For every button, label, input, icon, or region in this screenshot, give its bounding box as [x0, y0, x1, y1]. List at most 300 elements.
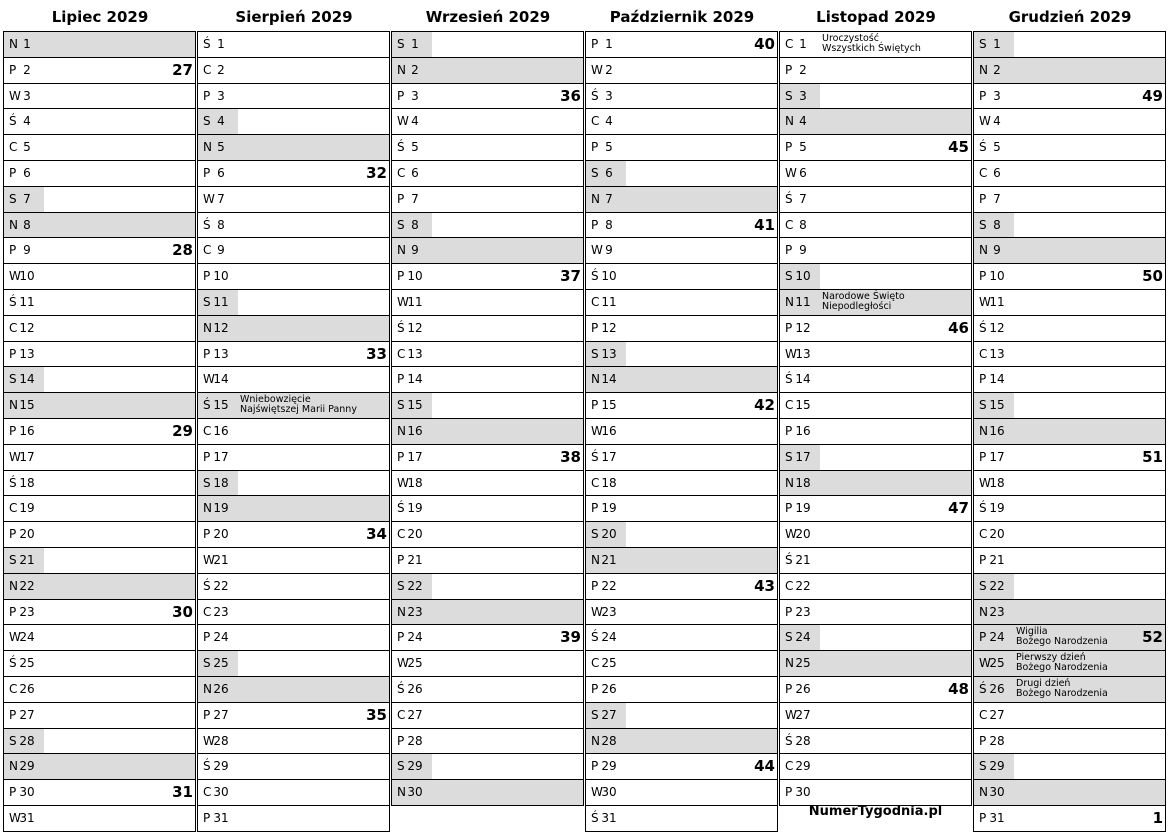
month-column [197, 4, 391, 824]
day-of-week: Ś [591, 88, 599, 103]
day-of-week: Ś [785, 733, 793, 748]
day-of-week: P [785, 785, 793, 800]
day-row [197, 805, 390, 832]
day-number: 28 [601, 733, 617, 748]
day-of-week: S [203, 656, 211, 671]
day-of-week: Ś [979, 320, 987, 335]
day-number: 10 [19, 269, 35, 284]
day-of-week: N [203, 682, 212, 696]
day-number: 13 [407, 346, 423, 361]
day-row [3, 779, 196, 805]
week-number: 46 [948, 318, 969, 337]
day-row [3, 341, 196, 367]
week-number: 31 [172, 783, 193, 802]
day-of-week: P [203, 811, 211, 825]
day-of-week: N [591, 191, 600, 206]
day-number: 9 [605, 243, 613, 258]
day-row [197, 753, 390, 779]
day-of-week: C [591, 114, 600, 129]
day-of-week: S [591, 527, 599, 542]
week-number: 32 [366, 164, 387, 182]
day-row [779, 599, 972, 625]
day-number: 30 [213, 785, 229, 800]
day-row [3, 366, 196, 392]
day-of-week: P [397, 269, 405, 284]
day-number: 11 [407, 295, 423, 309]
day-of-week: N [397, 785, 406, 800]
day-number: 19 [795, 501, 811, 516]
day-of-week: N [785, 114, 794, 129]
day-row [391, 418, 584, 444]
day-of-week: P [785, 501, 793, 516]
day-of-week: P [591, 140, 599, 155]
day-of-week: P [9, 243, 17, 258]
day-row [3, 624, 196, 650]
day-of-week: P [397, 88, 405, 103]
day-row [197, 495, 390, 521]
day-of-week: Ś [785, 372, 793, 387]
day-of-week: P [203, 346, 211, 361]
month-column [779, 4, 973, 824]
day-row [391, 57, 584, 83]
day-number: 1 [411, 37, 419, 51]
month-column [3, 4, 197, 824]
day-row [779, 444, 972, 470]
day-row [391, 237, 584, 263]
day-number: 24 [213, 630, 229, 645]
day-row [3, 418, 196, 444]
day-number: 3 [605, 88, 613, 103]
day-row [391, 31, 584, 57]
day-row [197, 366, 390, 392]
day-of-week: P [203, 527, 211, 542]
day-row [973, 341, 1166, 367]
day-of-week: S [9, 553, 17, 567]
day-number: 10 [795, 269, 811, 284]
day-number: 26 [19, 682, 35, 696]
day-number: 14 [989, 372, 1005, 387]
day-number: 15 [601, 398, 617, 413]
day-of-week: W [785, 707, 797, 722]
day-of-week: C [397, 346, 406, 361]
day-number: 11 [989, 295, 1005, 309]
day-of-week: N [397, 424, 406, 438]
day-number: 24 [601, 630, 617, 645]
day-row [391, 444, 584, 470]
day-number: 14 [795, 372, 811, 387]
day-row [197, 779, 390, 805]
day-of-week: W [591, 243, 603, 258]
day-of-week: W [9, 269, 21, 284]
day-of-week: P [979, 191, 987, 206]
day-row [973, 728, 1166, 754]
day-number: 2 [411, 62, 419, 77]
day-of-week: Ś [979, 140, 987, 155]
day-number: 13 [989, 346, 1005, 361]
day-number: 8 [411, 217, 419, 232]
day-of-week: P [203, 707, 211, 722]
day-number: 8 [993, 217, 1001, 232]
day-of-week: Ś [203, 759, 211, 774]
day-number: 16 [989, 424, 1005, 438]
day-of-week: S [785, 449, 793, 464]
month-title: Wrzesień 2029 [425, 8, 551, 26]
day-number: 29 [213, 759, 229, 774]
day-of-week: P [979, 630, 987, 645]
day-of-week: W [785, 346, 797, 361]
day-of-week: N [203, 140, 212, 155]
day-row [3, 702, 196, 728]
day-row [585, 470, 778, 496]
day-number: 25 [213, 656, 229, 671]
day-row [973, 650, 1166, 676]
day-row [973, 676, 1166, 702]
day-number: 4 [23, 114, 31, 129]
day-number: 17 [213, 449, 229, 464]
day-of-week: S [203, 114, 211, 129]
day-row [973, 521, 1166, 547]
day-number: 27 [601, 707, 617, 722]
day-row [779, 495, 972, 521]
day-row [585, 186, 778, 212]
day-of-week: Ś [397, 140, 405, 155]
day-row [585, 521, 778, 547]
holiday-label: Drugi dzień Bożego Narodzenia [1016, 678, 1108, 699]
day-of-week: S [9, 372, 17, 387]
day-of-week: S [9, 191, 17, 206]
day-number: 25 [19, 656, 35, 671]
day-row [197, 83, 390, 109]
day-of-week: S [397, 578, 405, 593]
day-row [779, 31, 972, 57]
month-column [585, 4, 779, 824]
day-row [585, 728, 778, 754]
day-number: 12 [795, 320, 811, 335]
day-row [3, 573, 196, 599]
day-row [197, 573, 390, 599]
week-number: 43 [754, 576, 775, 595]
day-row [3, 289, 196, 315]
week-number: 1 [1152, 809, 1163, 827]
day-number: 2 [217, 62, 225, 77]
day-number: 29 [407, 759, 423, 774]
day-of-week: C [979, 527, 988, 542]
day-number: 28 [989, 733, 1005, 748]
day-row [973, 212, 1166, 238]
day-row [973, 624, 1166, 650]
day-number: 5 [23, 140, 31, 155]
day-row [973, 418, 1166, 444]
day-number: 28 [407, 733, 423, 748]
day-row [391, 186, 584, 212]
day-number: 10 [601, 269, 617, 284]
holiday-label: Narodowe Święto Niepodległości [822, 291, 905, 312]
day-row [973, 134, 1166, 160]
day-of-week: C [397, 166, 406, 180]
day-of-week: Ś [591, 811, 599, 825]
day-of-week: P [785, 243, 793, 258]
day-of-week: C [979, 707, 988, 722]
day-number: 2 [993, 62, 1001, 77]
day-row [391, 108, 584, 134]
day-number: 2 [605, 62, 613, 77]
day-row [3, 599, 196, 625]
day-of-week: C [203, 785, 212, 800]
day-of-week: Ś [979, 501, 987, 516]
day-of-week: W [979, 475, 991, 490]
day-number: 17 [601, 449, 617, 464]
day-of-week: Ś [591, 630, 599, 645]
day-number: 28 [19, 733, 35, 748]
day-row [779, 418, 972, 444]
month-title: Październik 2029 [609, 8, 755, 26]
week-number: 50 [1142, 267, 1163, 286]
day-number: 27 [213, 707, 229, 722]
day-number: 29 [795, 759, 811, 774]
day-of-week: N [397, 62, 406, 77]
day-number: 21 [601, 553, 617, 567]
day-of-week: W [979, 656, 991, 671]
day-of-week: N [9, 759, 18, 774]
day-of-week: W [591, 785, 603, 800]
day-row [779, 573, 972, 599]
day-number: 14 [601, 372, 617, 387]
day-row [391, 728, 584, 754]
day-of-week: S [591, 707, 599, 722]
day-row [391, 521, 584, 547]
day-of-week: C [9, 501, 18, 516]
day-of-week: S [979, 578, 987, 593]
day-number: 18 [795, 475, 811, 490]
day-number: 8 [605, 217, 613, 232]
day-row [3, 676, 196, 702]
day-number: 2 [799, 62, 807, 77]
day-of-week: P [785, 604, 793, 619]
day-of-week: P [979, 269, 987, 284]
day-of-week: Ś [203, 217, 211, 232]
day-row [3, 470, 196, 496]
day-row [779, 728, 972, 754]
day-of-week: W [979, 114, 991, 129]
day-row [585, 134, 778, 160]
day-number: 31 [601, 811, 617, 825]
day-number: 12 [19, 320, 35, 335]
day-of-week: W [591, 604, 603, 619]
day-of-week: W [785, 527, 797, 542]
month-title: Grudzień 2029 [1008, 8, 1132, 26]
day-row [197, 237, 390, 263]
day-row [585, 108, 778, 134]
day-of-week: W [397, 295, 409, 309]
day-row [585, 289, 778, 315]
day-number: 18 [601, 475, 617, 490]
day-number: 26 [213, 682, 229, 696]
day-of-week: C [9, 320, 18, 335]
day-of-week: C [979, 346, 988, 361]
day-of-week: P [591, 682, 599, 696]
day-row [3, 805, 196, 832]
day-number: 22 [407, 578, 423, 593]
day-of-week: N [397, 243, 406, 258]
day-of-week: C [203, 62, 212, 77]
day-of-week: N [9, 37, 18, 51]
day-number: 5 [799, 140, 807, 155]
day-row [197, 31, 390, 57]
day-row [585, 805, 778, 832]
day-row [779, 366, 972, 392]
day-number: 5 [993, 140, 1001, 155]
day-row [585, 212, 778, 238]
day-row [973, 470, 1166, 496]
day-row [3, 263, 196, 289]
day-number: 9 [799, 243, 807, 258]
day-row [585, 315, 778, 341]
day-of-week: P [979, 553, 987, 567]
week-number: 29 [172, 422, 193, 440]
day-row [197, 315, 390, 341]
day-row [197, 108, 390, 134]
day-number: 20 [989, 527, 1005, 542]
day-row [391, 366, 584, 392]
day-number: 22 [19, 578, 35, 593]
day-row [779, 753, 972, 779]
day-number: 6 [799, 166, 807, 180]
day-number: 15 [795, 398, 811, 413]
day-row [973, 392, 1166, 418]
day-row [3, 134, 196, 160]
day-row [585, 702, 778, 728]
day-number: 8 [217, 217, 225, 232]
day-of-week: W [9, 88, 21, 103]
day-number: 25 [795, 656, 811, 671]
day-number: 31 [19, 811, 35, 825]
day-number: 9 [993, 243, 1001, 258]
day-of-week: N [979, 604, 988, 619]
day-of-week: Ś [9, 475, 17, 490]
day-of-week: S [397, 217, 405, 232]
day-number: 4 [217, 114, 225, 129]
day-row [391, 495, 584, 521]
day-row [197, 702, 390, 728]
day-number: 29 [989, 759, 1005, 774]
day-of-week: S [591, 346, 599, 361]
week-number: 48 [948, 680, 969, 698]
day-number: 6 [605, 166, 613, 180]
day-row [197, 599, 390, 625]
week-number: 47 [948, 499, 969, 518]
day-number: 9 [23, 243, 31, 258]
day-number: 30 [795, 785, 811, 800]
day-number: 24 [989, 630, 1005, 645]
day-number: 7 [23, 191, 31, 206]
day-row [585, 57, 778, 83]
day-row [3, 650, 196, 676]
day-of-week: S [979, 759, 987, 774]
day-row [391, 624, 584, 650]
day-of-week: W [203, 553, 215, 567]
day-number: 21 [19, 553, 35, 567]
day-row [197, 392, 390, 418]
week-number: 33 [366, 344, 387, 363]
day-number: 11 [795, 295, 811, 309]
week-number: 37 [560, 267, 581, 286]
day-row [973, 31, 1166, 57]
day-number: 25 [601, 656, 617, 671]
day-row [3, 186, 196, 212]
day-of-week: W [203, 191, 215, 206]
day-of-week: W [591, 62, 603, 77]
day-number: 5 [605, 140, 613, 155]
day-number: 12 [601, 320, 617, 335]
day-row [585, 263, 778, 289]
day-number: 12 [989, 320, 1005, 335]
day-number: 26 [407, 682, 423, 696]
day-number: 18 [213, 475, 229, 490]
day-row [3, 495, 196, 521]
day-number: 31 [213, 811, 229, 825]
day-number: 9 [217, 243, 225, 258]
day-row [197, 624, 390, 650]
day-of-week: C [979, 166, 988, 180]
day-of-week: P [979, 372, 987, 387]
day-row [3, 160, 196, 186]
day-row [391, 547, 584, 573]
day-row [585, 366, 778, 392]
day-of-week: P [785, 682, 793, 696]
day-row [391, 83, 584, 109]
day-number: 7 [799, 191, 807, 206]
day-of-week: N [979, 243, 988, 258]
day-number: 29 [601, 759, 617, 774]
day-row [197, 418, 390, 444]
day-of-week: P [9, 166, 17, 180]
week-number: 40 [754, 35, 775, 53]
day-row [197, 212, 390, 238]
day-number: 4 [993, 114, 1001, 129]
day-number: 19 [19, 501, 35, 516]
day-row [197, 289, 390, 315]
day-of-week: Ś [203, 37, 211, 51]
day-of-week: P [203, 166, 211, 180]
day-of-week: Ś [203, 578, 211, 593]
day-row [197, 134, 390, 160]
day-row [779, 547, 972, 573]
day-number: 22 [601, 578, 617, 593]
day-row [779, 624, 972, 650]
day-number: 23 [989, 604, 1005, 619]
day-number: 9 [411, 243, 419, 258]
day-row [391, 212, 584, 238]
day-of-week: P [979, 88, 987, 103]
day-row [585, 392, 778, 418]
day-number: 1 [23, 37, 31, 51]
day-of-week: C [785, 759, 794, 774]
day-of-week: W [9, 449, 21, 464]
day-number: 18 [407, 475, 423, 490]
day-of-week: Ś [397, 501, 405, 516]
day-of-week: S [979, 217, 987, 232]
day-number: 30 [601, 785, 617, 800]
day-number: 27 [407, 707, 423, 722]
day-of-week: C [785, 398, 794, 413]
site-footer: NumerTygodnia.pl [808, 804, 943, 819]
day-of-week: P [591, 578, 599, 593]
day-row [3, 31, 196, 57]
day-row [779, 289, 972, 315]
day-row [3, 753, 196, 779]
day-number: 27 [19, 707, 35, 722]
day-of-week: N [203, 320, 212, 335]
